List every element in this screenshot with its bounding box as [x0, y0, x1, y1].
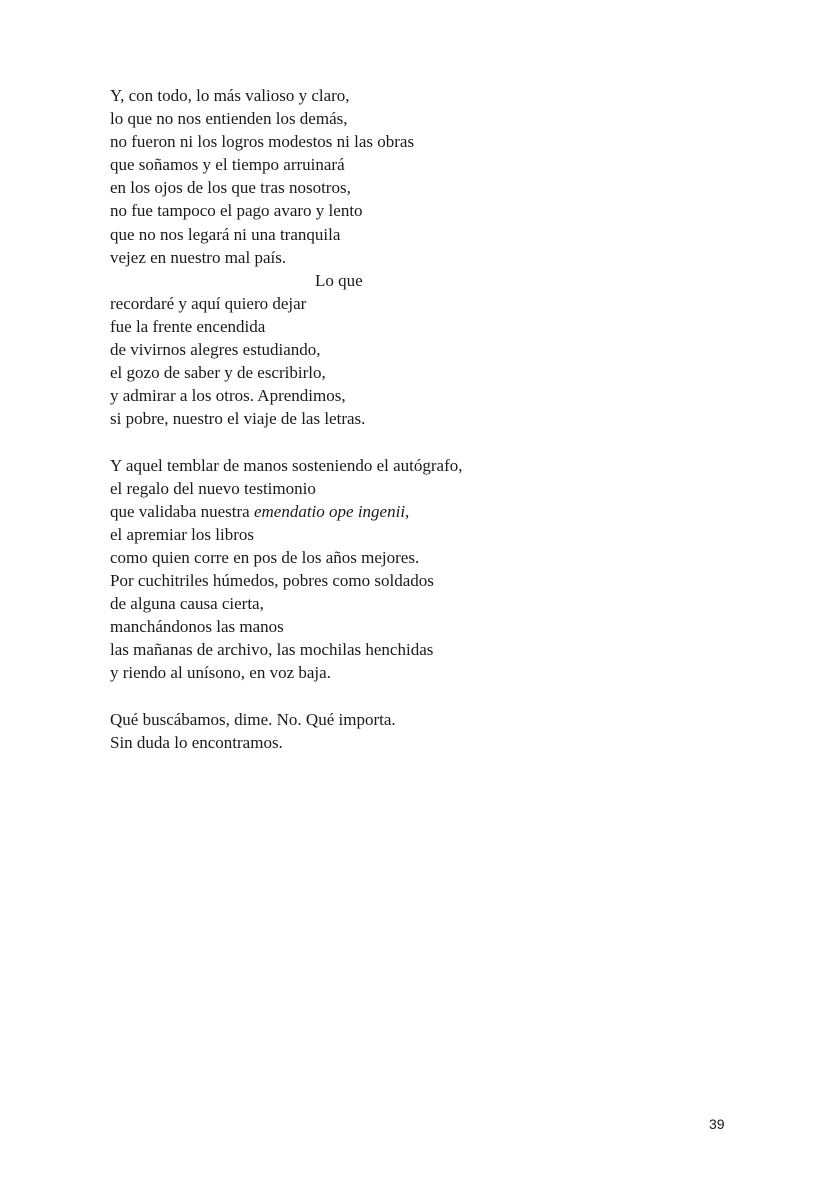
poem-line: Qué buscábamos, dime. No. Qué importa.: [110, 709, 396, 729]
poem-line: y riendo al unísono, en voz baja.: [110, 663, 331, 683]
poem-line: recordaré y aquí quiero dejar: [110, 293, 307, 313]
poem-line: que soñamos y el tiempo arruinará: [110, 155, 345, 175]
poem-line: y admirar a los otros. Aprendimos,: [110, 386, 346, 406]
poem-line: las mañanas de archivo, las mochilas henchidas: [110, 640, 434, 660]
poem-line: Sin duda lo encontramos.: [110, 732, 283, 752]
stanza-break: [110, 684, 750, 707]
poem-line: como quien corre en pos de los años mejores.: [110, 547, 420, 567]
poem-line: lo que no nos entienden los demás,: [110, 109, 348, 129]
poem-line-segment: ,: [405, 501, 410, 521]
poem-line: de alguna causa cierta,: [110, 594, 264, 614]
latin-phrase: emendatio ope ingenii: [253, 501, 406, 521]
poem-line: Y aquel temblar de manos sosteniendo el autógrafo,: [110, 455, 463, 475]
poem-line: el regalo del nuevo testimonio: [110, 478, 316, 498]
poem-body: [110, 84, 750, 754]
poem-line: Y, con todo, lo más valioso y claro,: [110, 86, 350, 105]
poem-line-indented: Lo que: [315, 270, 363, 290]
poem-line: en los ojos de los que tras nosotros,: [110, 178, 351, 198]
poem-line: el gozo de saber y de escribirlo,: [110, 363, 326, 383]
poem-line: fue la frente encendida: [110, 316, 266, 336]
stanza-break: [110, 430, 750, 453]
poem-line: Por cuchitriles húmedos, pobres como soldados: [110, 570, 434, 590]
page-number: 39: [709, 1116, 725, 1132]
poem-line: que no nos legará ni una tranquila: [110, 224, 341, 244]
poem-line: si pobre, nuestro el viaje de las letras.: [110, 409, 366, 429]
poem-line-segment: que validaba nuestra: [110, 501, 254, 521]
poem-line: no fue tampoco el pago avaro y lento: [110, 201, 363, 221]
poem-line: el apremiar los libros: [110, 524, 254, 544]
poem-line: no fueron ni los logros modestos ni las obras: [110, 132, 415, 152]
poem-line: vejez en nuestro mal país.: [110, 247, 287, 267]
poem-line-with-italic: [110, 500, 750, 523]
poem-line: manchándonos las manos: [110, 617, 284, 637]
poem-line: de vivirnos alegres estudiando,: [110, 340, 321, 360]
